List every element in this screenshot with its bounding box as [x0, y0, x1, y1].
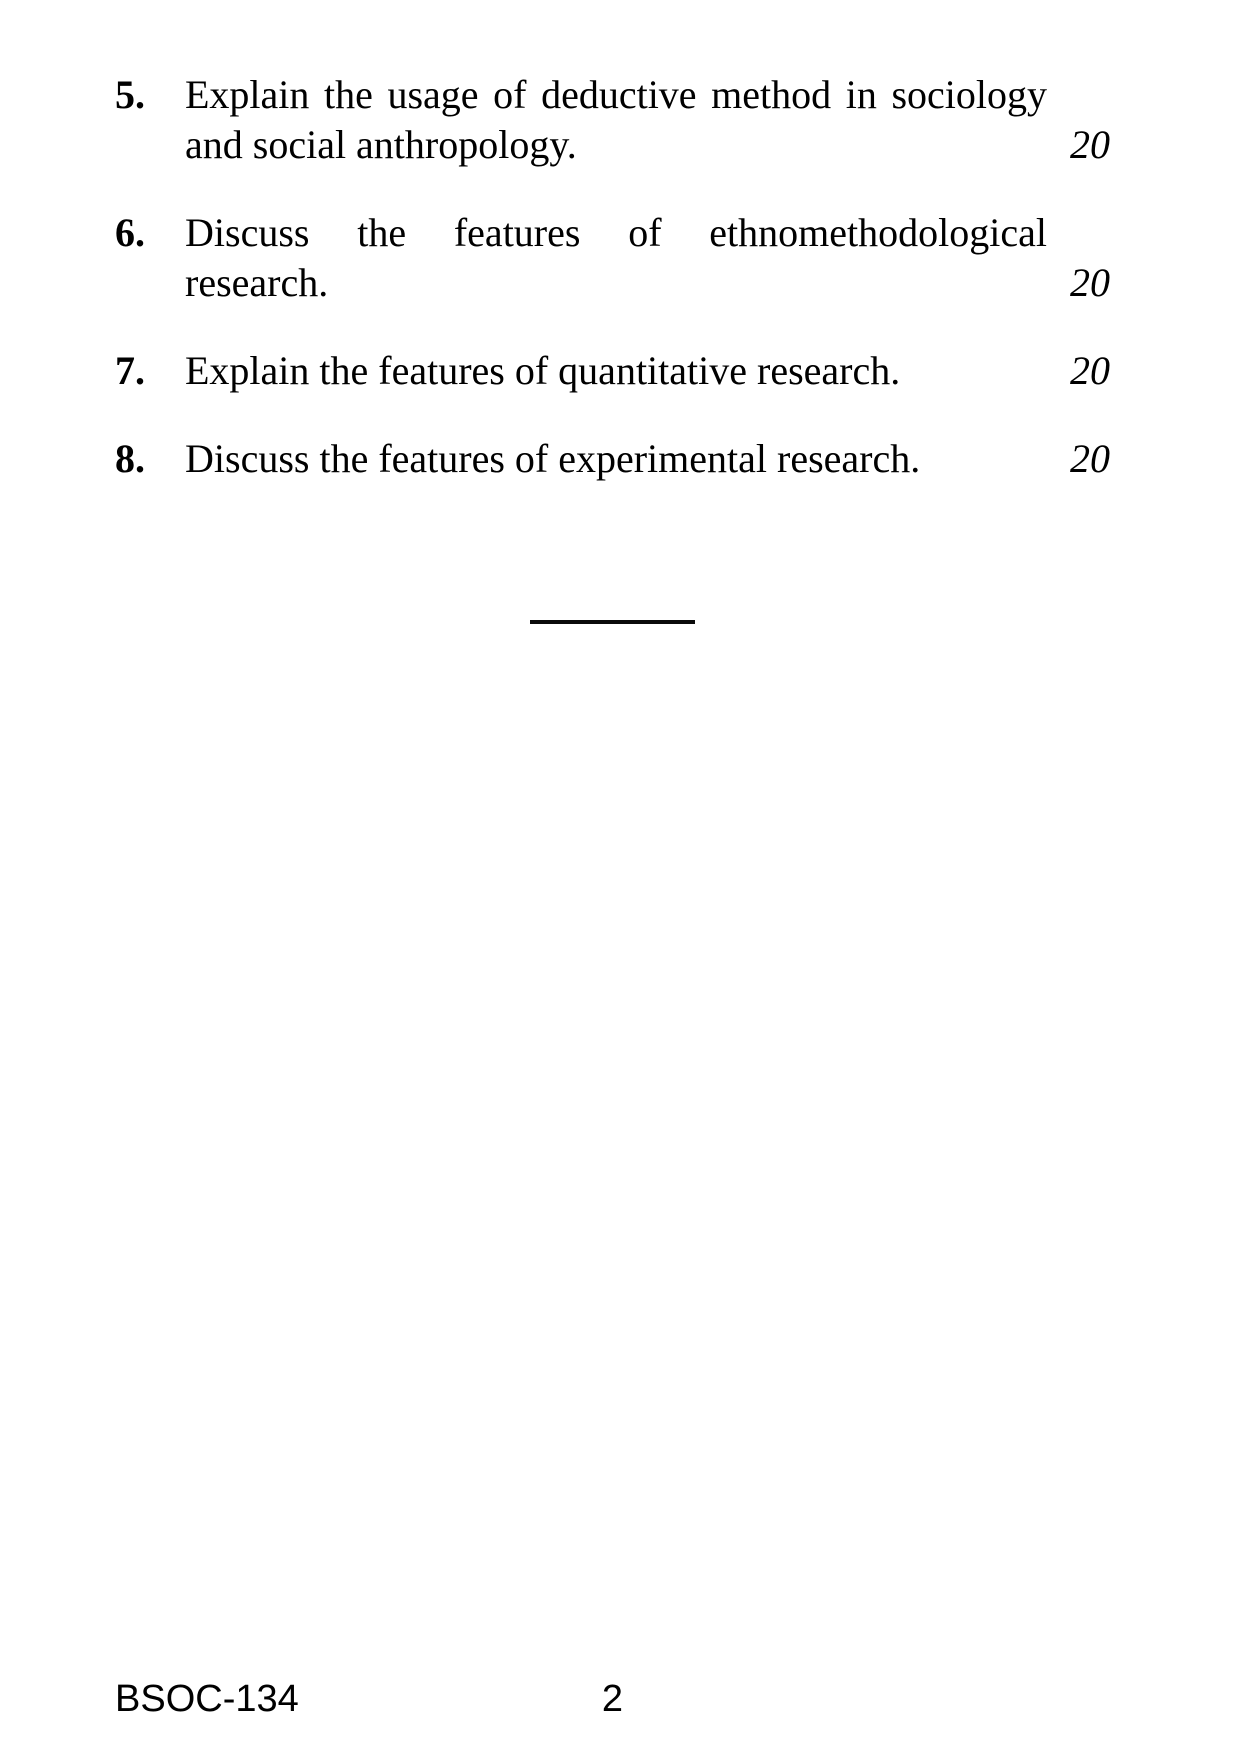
question-line: Discuss the features of experimental research. — [185, 436, 921, 481]
question-line: Explain the usage of deductive method in sociology — [185, 72, 1047, 117]
question-item-5 — [115, 70, 1110, 170]
question-text — [185, 434, 1047, 484]
question-marks: 20 — [1070, 348, 1110, 393]
question-line: Explain the features of quantitative research. — [185, 348, 901, 393]
question-item-8 — [115, 434, 1110, 484]
question-line: Discuss the features of ethnomethodological — [185, 210, 1047, 255]
question-number: 8. — [115, 436, 145, 481]
page-number: 2 — [601, 1678, 624, 1720]
question-text — [185, 208, 1047, 308]
end-divider-rule — [530, 620, 695, 624]
question-line: research. — [185, 260, 329, 305]
question-number: 6. — [115, 210, 145, 255]
course-code: BSOC-134 — [115, 1678, 299, 1720]
question-marks: 20 — [1070, 436, 1110, 481]
question-text — [185, 346, 1047, 396]
question-number: 5. — [115, 72, 145, 117]
question-line: and social anthropology. — [185, 122, 577, 167]
question-number: 7. — [115, 348, 145, 393]
question-marks: 20 — [1070, 122, 1110, 167]
question-text — [185, 70, 1047, 170]
question-item-7 — [115, 346, 1110, 396]
question-list — [115, 70, 1110, 624]
question-item-6 — [115, 208, 1110, 308]
question-marks: 20 — [1070, 260, 1110, 305]
